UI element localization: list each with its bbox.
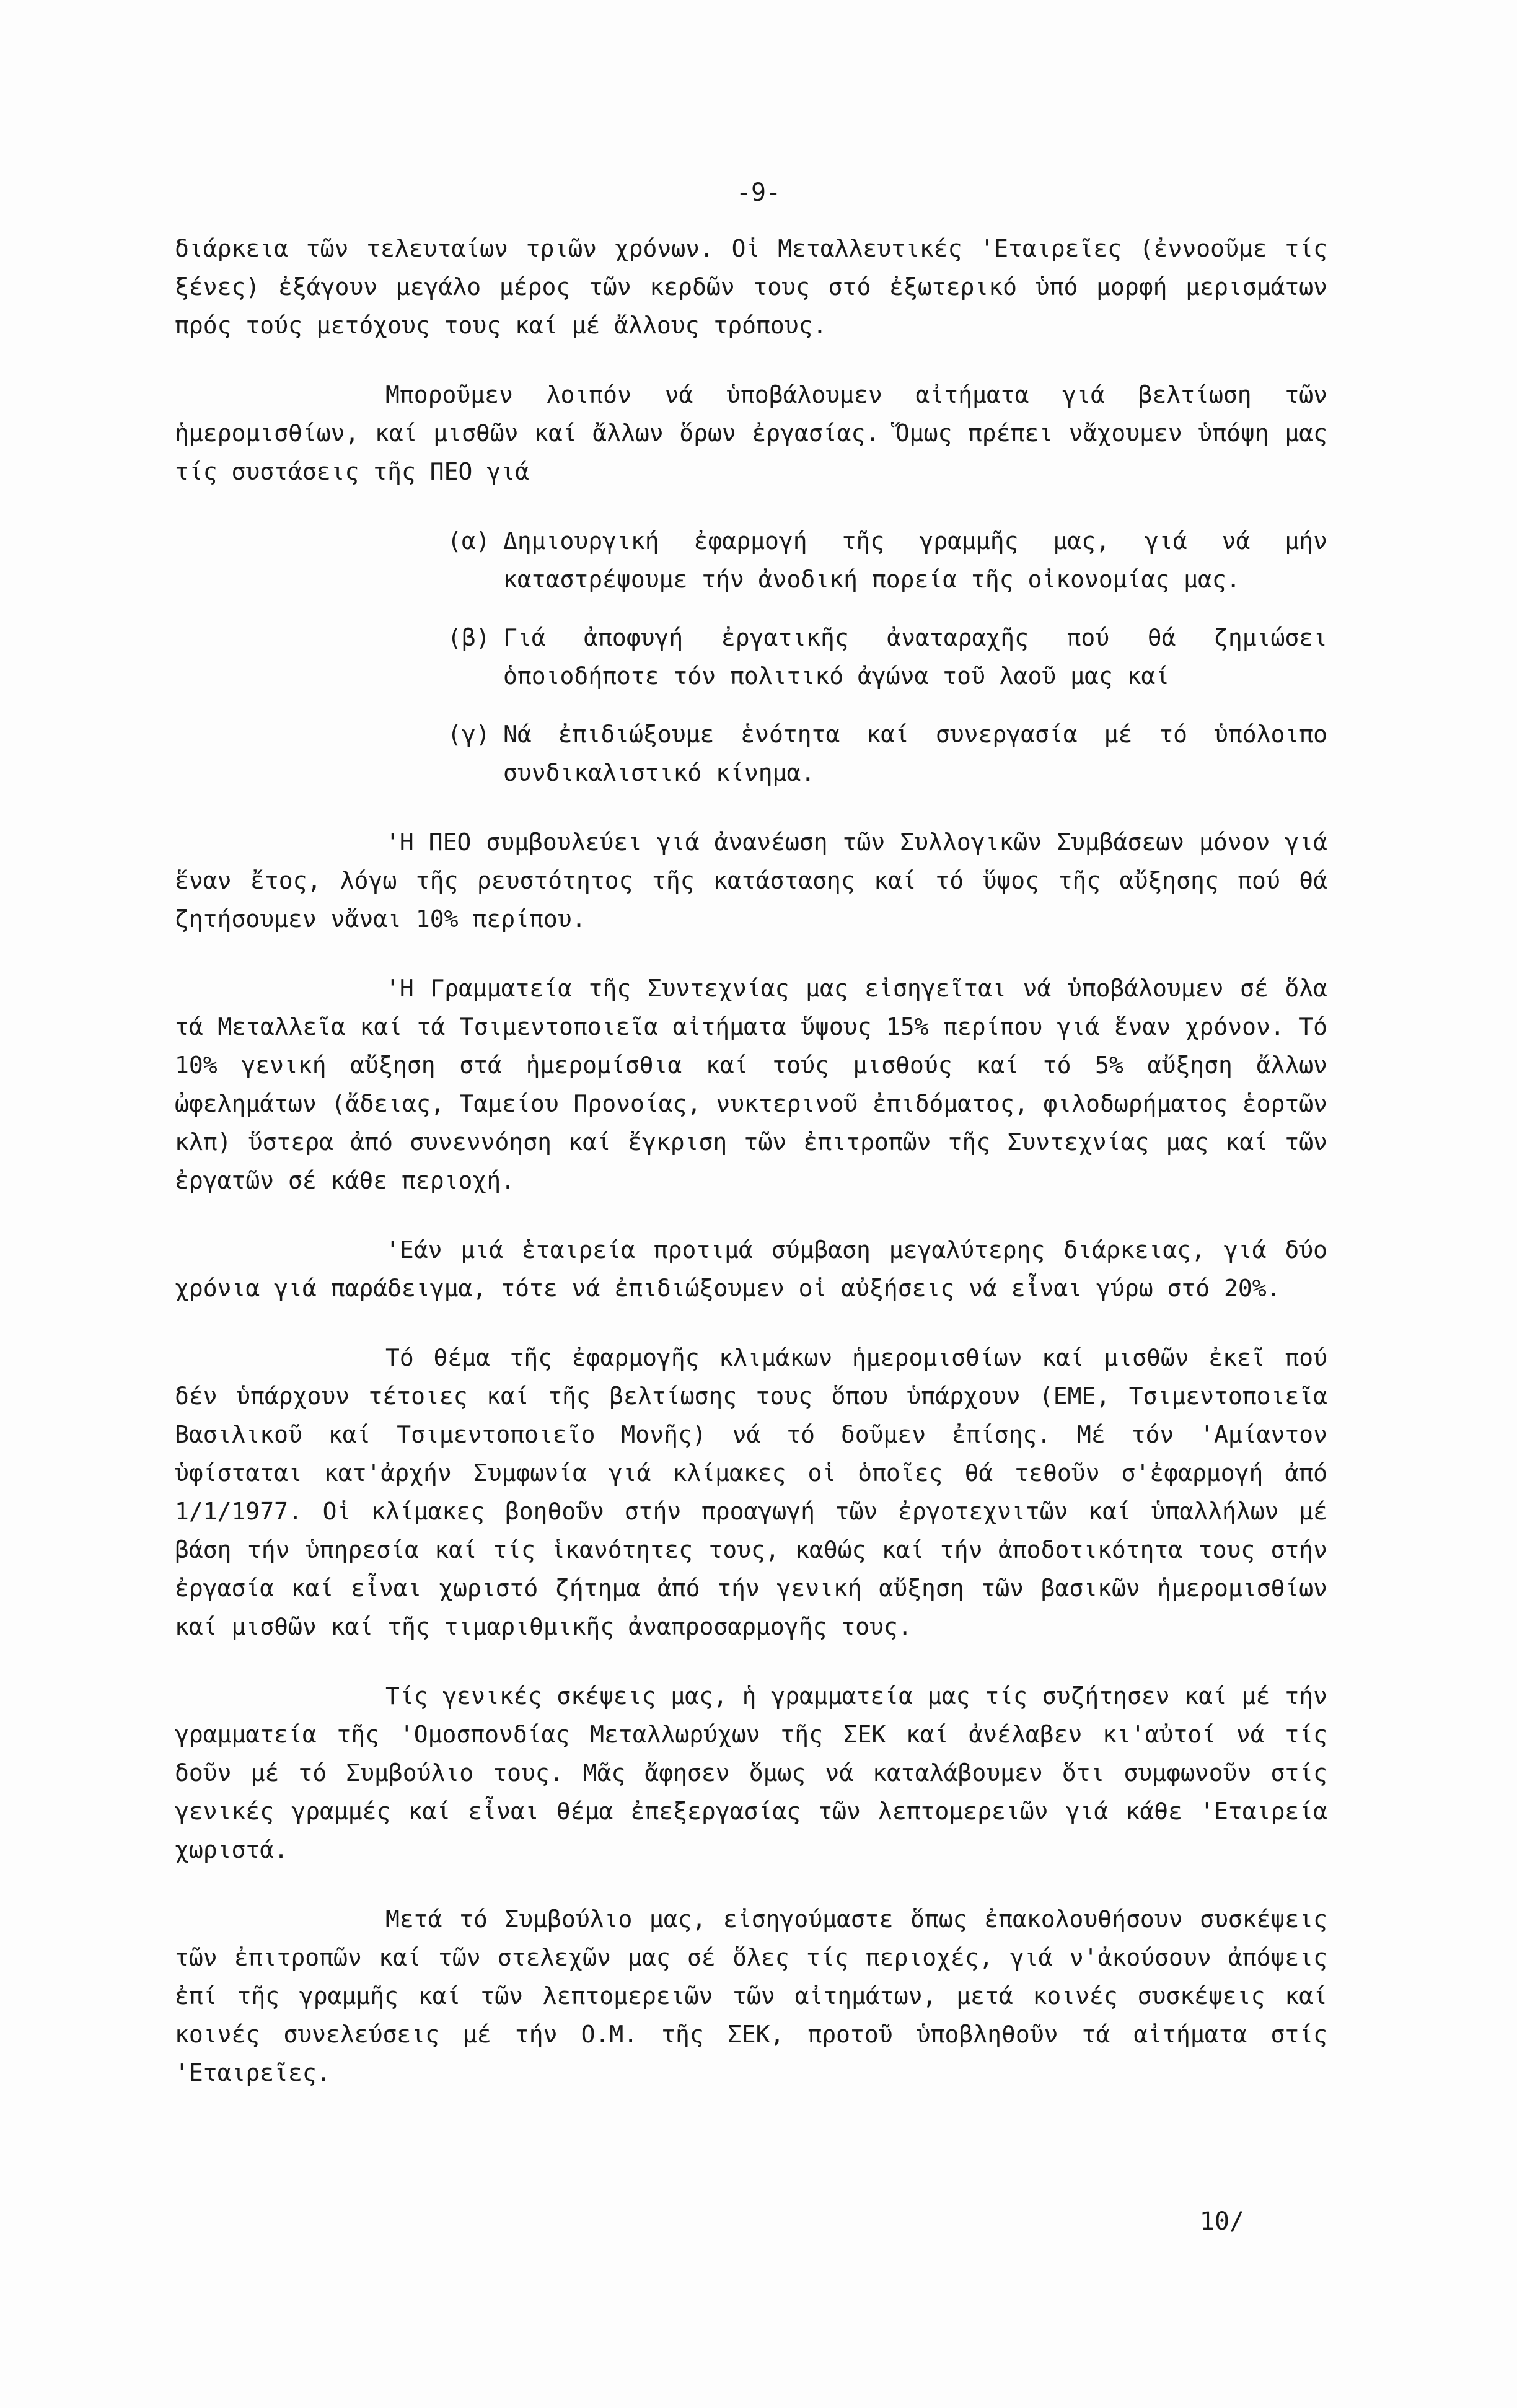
list-text: Νά ἐπιδιώξουμε ἑνότητα καί συνεργασία μέ τό ὑπόλοιπο συνδικαλιστικό κίνημα. bbox=[503, 721, 1327, 786]
list-marker: (β) bbox=[447, 624, 490, 651]
paragraph-8: Μετά τό Συμβούλιο μας, εἰσηγούμαστε ὅπως ἐπακολουθήσουν συσκέψεις τῶν ἐπιτροπῶν καί τῶν στελεχῶν μας σέ ὅλες τίς περιοχές, γιά ν'ἀκούσουν ἀπόψεις ἐπί τῆς γραμμῆς καί τῶν λεπτομερειῶν τῶν αἰτημάτων, μετά κοινές συσκέψεις καί κοινές συνελεύσεις μέ τήν Ο.Μ. τῆς ΣΕΚ, προτοῦ ὑποβληθοῦν τά αἰτήματα στίς 'Εταιρεῖες. bbox=[175, 1905, 1327, 2086]
paragraph-3: 'Η ΠΕΟ συμβουλεύει γιά ἀνανέωση τῶν Συλλογικῶν Συμβάσεων μόνον γιά ἕναν ἔτος, λόγω τῆς ρευστότητος τῆς κατάστασης καί τό ὕψος τῆς αὔξησης πού θά ζητήσουμεν νἄναι 10% περίπου. bbox=[175, 828, 1327, 933]
list-item bbox=[447, 618, 1327, 695]
recommendations-list bbox=[447, 522, 1327, 792]
page-number: -9- bbox=[736, 178, 781, 207]
paragraph-6: Τό θέμα τῆς ἐφαρμογῆς κλιμάκων ἡμερομισθίων καί μισθῶν ἐκεῖ πού δέν ὑπάρχουν τέτοιες καί τῆς βελτίωσης τους ὅπου ὑπάρχουν (ΕΜΕ, Τσιμεντοποιεῖα Βασιλικοῦ καί Τσιμεντοποιεῖο Μονῆς) νά τό δοῦμεν ἐπίσης. Μέ τόν 'Αμίαντον ὑφίσταται κατ'ἀρχήν Συμφωνία γιά κλίμακες οἱ ὁποῖες θά τεθοῦν σ'ἐφαρμογή ἀπό 1/1/1977. Οἱ κλίμακες βοηθοῦν στήν προαγωγή τῶν ἐργοτεχνιτῶν καί ὑπαλλήλων μέ βάση τήν ὑπηρεσία καί τίς ἱκανότητες τους, καθώς καί τήν ἀποδοτικότητα τους στήν ἐργασία καί εἶναι χωριστό ζήτημα ἀπό τήν γενική αὔξηση τῶν βασικῶν ἡμερομισθίων καί μισθῶν καί τῆς τιμαριθμικῆς ἀναπροσαρμογῆς τους. bbox=[175, 1344, 1327, 1640]
paragraph-7: Τίς γενικές σκέψεις μας, ἡ γραμματεία μας τίς συζήτησεν καί μέ τήν γραμματεία τῆς 'Ομοσπονδίας Μεταλλωρύχων τῆς ΣΕΚ καί ἀνέλαβεν κι'αὐτοί νά τίς δοῦν μέ τό Συμβούλιο τους. Μᾶς ἄφησεν ὅμως νά καταλάβουμεν ὅτι συμφωνοῦν στίς γενικές γραμμές καί εἶναι θέμα ἐπεξεργασίας τῶν λεπτομερειῶν γιά κάθε 'Εταιρεία χωριστά. bbox=[175, 1682, 1327, 1863]
list-text: Δημιουργική ἐφαρμογή τῆς γραμμῆς μας, γιά νά μήν καταστρέψουμε τήν ἀνοδική πορεία τῆς οἰκονομίας μας. bbox=[503, 527, 1327, 593]
list-item bbox=[447, 522, 1327, 599]
document-body bbox=[175, 229, 1327, 2123]
paragraph-4: 'Η Γραμματεία τῆς Συντεχνίας μας εἰσηγεῖται νά ὑποβάλουμεν σέ ὅλα τά Μεταλλεῖα καί τά Τσιμεντοποιεῖα αἰτήματα ὕψους 15% περίπου γιά ἕναν χρόνον. Τό 10% γενική αὔξηση στά ἡμερομίσθια καί τούς μισθούς καί τό 5% αὔξηση ἄλλων ὠφελημάτων (ἄδειας, Ταμείου Προνοίας, νυκτερινοῦ ἐπιδόματος, φιλοδωρήματος ἑορτῶν κλπ) ὕστερα ἀπό συνεννόηση καί ἔγκριση τῶν ἐπιτροπῶν τῆς Συντεχνίας μας καί τῶν ἐργατῶν σέ κάθε περιοχή. bbox=[175, 975, 1327, 1194]
list-item bbox=[447, 715, 1327, 792]
continuation-marker: 10/ bbox=[1199, 2207, 1244, 2236]
list-marker: (α) bbox=[447, 527, 490, 555]
paragraph-5: 'Εάν μιά ἑταιρεία προτιμά σύμβαση μεγαλύτερης διάρκειας, γιά δύο χρόνια γιά παράδειγμα, τότε νά ἐπιδιώξουμεν οἱ αὐξήσεις νά εἶναι γύρω στό 20%. bbox=[175, 1236, 1327, 1302]
list-marker: (γ) bbox=[447, 721, 490, 748]
paragraph-2: Μποροῦμεν λοιπόν νά ὑποβάλουμεν αἰτήματα γιά βελτίωση τῶν ἡμερομισθίων, καί μισθῶν καί ἄλλων ὅρων ἐργασίας. Ὅμως πρέπει νἄχουμεν ὑπόψη μας τίς συστάσεις τῆς ΠΕΟ γιά bbox=[175, 381, 1327, 485]
list-text: Γιά ἀποφυγή ἐργατικῆς ἀναταραχῆς πού θά ζημιώσει ὁποιοδήποτε τόν πολιτικό ἀγώνα τοῦ λαοῦ μας καί bbox=[503, 624, 1327, 690]
paragraph-1: διάρκεια τῶν τελευταίων τριῶν χρόνων. Οἱ Μεταλλευτικές 'Εταιρεῖες (ἐννοοῦμε τίς ξένες) ἐξάγουν μεγάλο μέρος τῶν κερδῶν τους στό ἐξωτερικό ὑπό μορφή μερισμάτων πρός τούς μετόχους τους καί μέ ἄλλους τρόπους. bbox=[175, 235, 1327, 339]
